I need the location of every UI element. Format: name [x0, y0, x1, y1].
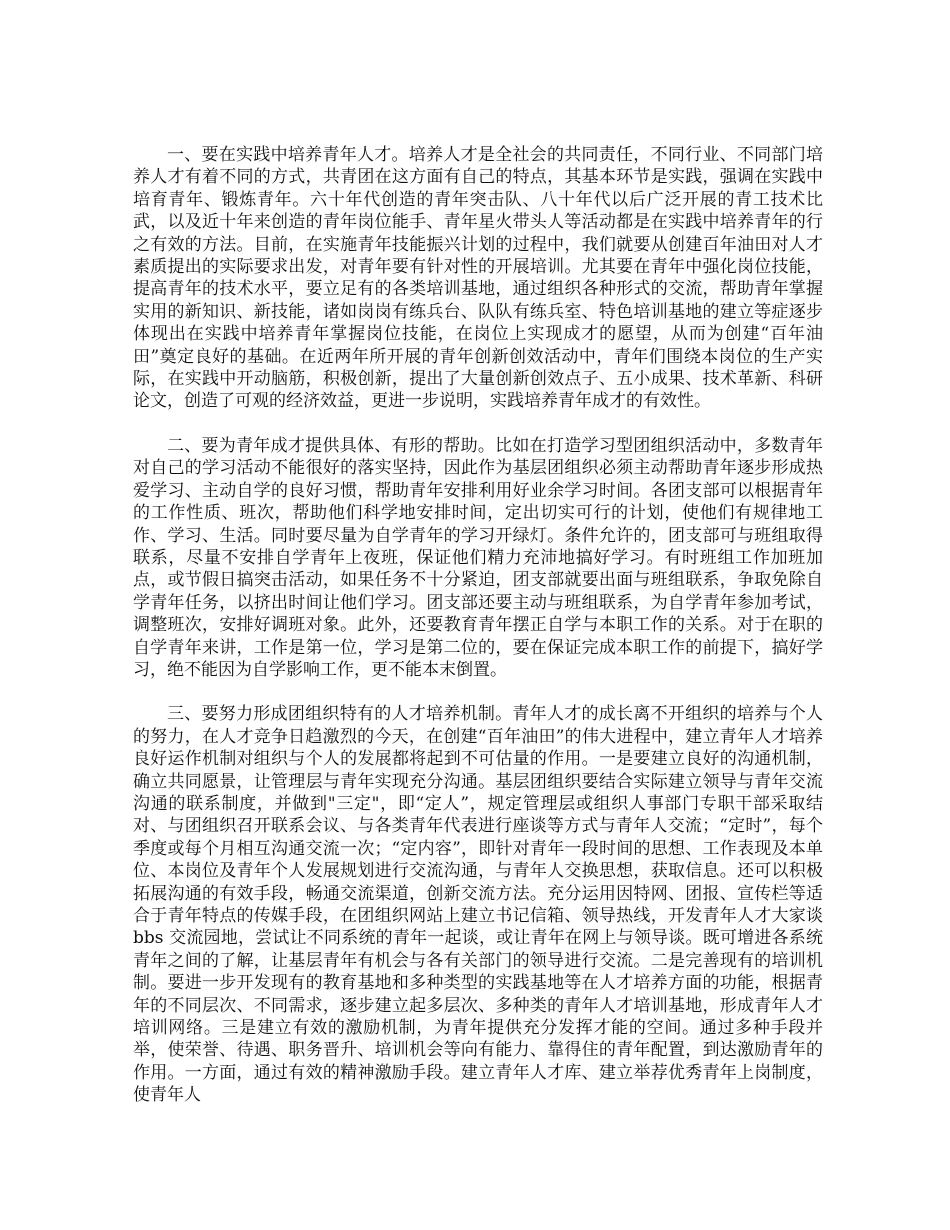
paragraph-3: 三、要努力形成团组织特有的人才培养机制。青年人才的成长离不开组织的培养与个人的努力，在人才竞争日趋激烈的今天，在创建“百年油田”的伟大进程中，建立青年人才培养良好运作机制对组织与个人的发展都将起到不可估量的作用。一是要建立良好的沟通机制，确立共同愿景，让管理层与青年实现充分沟通。基层团组织要结合实际建立领导与青年交流沟通的联系制度，并做到"三定"，即“定人”，规定管理层或组织人事部门专职干部采取结对、与团组织召开联系会议、与各类青年代表进行座谈等方式与青年人交流；“定时”，每个季度或每个月相互沟通交流一次；“定内容”，即针对青年一段时间的思想、工作表现及本单位、本岗位及青年个人发展规划进行交流沟通，与青年人交换思想，获取信息。还可以积极拓展沟通的有效手段，畅通交流渠道，创新交流方法。充分运用因特网、团报、宣传栏等适合于青年特点的传媒手段，在团组织网站上建立书记信箱、领导热线，开发青年人才大家谈 bbs 交流园地，尝试让不同系统的青年一起谈，或让青年在网上与领导谈。既可增进各系统青年之间的了解，让基层青年有机会与各有关部门的领导进行交流。二是完善现有的培训机制。要进一步开发现有的教育基地和多种类型的实践基地等在人才培养方面的功能，根据青年的不同层次、不同需求，逐步建立起多层次、多种类的青年人才培训基地，形成青年人才培训网络。三是建立有效的激励机制，为青年提供充分发挥才能的空间。通过多种手段并举，使荣誉、待遇、职务晋升、培训机会等向有能力、靠得住的青年配置，到达激励青年的作用。一方面，通过有效的精神激励手段。建立青年人才库、建立举荐优秀青年上岗制度，使青年人: [133, 704, 823, 1106]
document-body: [133, 144, 823, 1129]
paragraph-1: 一、要在实践中培养青年人才。培养人才是全社会的共同责任，不同行业、不同部门培养人才有着不同的方式，共青团在这方面有自己的特点，其基本环节是实践，强调在实践中培育青年、锻炼青年。六十年代创造的青年突击队、八十年代以后广泛开展的青工技术比武，以及近十年来创造的青年岗位能手、青年星火带头人等活动都是在实践中培养青年的行之有效的方法。目前，在实施青年技能振兴计划的过程中，我们就要从创建百年油田对人才素质提出的实际要求出发，对青年要有针对性的开展培训。尤其要在青年中强化岗位技能，提高青年的技术水平，要立足有的各类培训基地，通过组织各种形式的交流，帮助青年掌握实用的新知识、新技能，诸如岗岗有练兵台、队队有练兵室、特色培训基地的建立等症逐步体现出在实践中培养青年掌握岗位技能，在岗位上实现成才的愿望，从而为创建“百年油田”奠定良好的基础。在近两年所开展的青年创新创效活动中，青年们围绕本岗位的生产实际，在实践中开动脑筋，积极创新，提出了大量创新创效点子、五小成果、技术革新、科研论文，创造了可观的经济效益，更进一步说明，实践培养青年成才的有效性。: [133, 145, 823, 412]
paragraph-2: 二、要为青年成才提供具体、有形的帮助。比如在打造学习型团组织活动中，多数青年对自己的学习活动不能很好的落实坚持，因此作为基层团组织必须主动帮助青年逐步形成热爱学习、主动自学的良好习惯，帮助青年安排利用好业余学习时间。各团支部可以根据青年的工作性质、班次，帮助他们科学地安排时间，定出切实可行的计划，使他们有规律地工作、学习、生活。同时要尽量为自学青年的学习开绿灯。条件允许的，团支部可与班组取得联系，尽量不安排自学青年上夜班，保证他们精力充沛地搞好学习。有时班组工作加班加点，或节假日搞突击活动，如果任务不十分紧迫，团支部就要出面与班组联系，争取免除自学青年任务，以挤出时间让他们学习。团支部还要主动与班组联系，为自学青年参加考试，调整班次，安排好调班对象。此外，还要教育青年摆正自学与本职工作的关系。对于在职的自学青年来讲，工作是第一位，学习是第二位的，要在保证完成本职工作的前提下，搞好学习，绝不能因为自学影响工作，更不能本末倒置。: [133, 435, 823, 680]
